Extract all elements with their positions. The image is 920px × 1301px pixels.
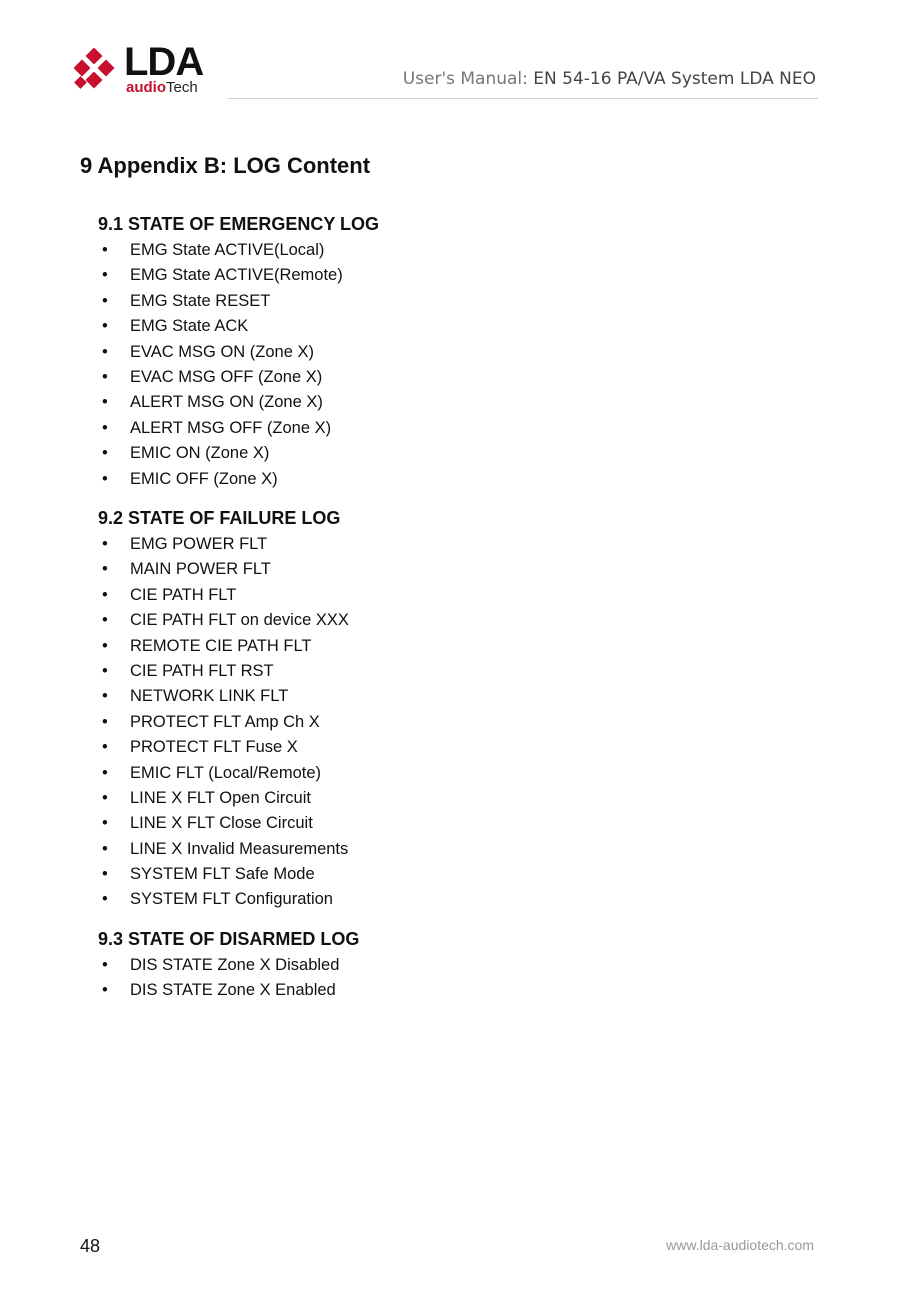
list-item-text: DIS STATE Zone X Enabled <box>130 981 336 1000</box>
website-url: www.lda-audiotech.com <box>666 1237 814 1253</box>
bullet-icon: • <box>102 636 108 655</box>
list-item <box>98 416 798 441</box>
section-heading: 9.3 STATE OF DISARMED LOG <box>98 929 360 949</box>
list-item-text: NETWORK LINK FLT <box>130 687 289 706</box>
list-item-text: EMG State ACTIVE(Remote) <box>130 266 343 285</box>
list-item <box>98 557 798 582</box>
list-item <box>98 862 798 887</box>
bullet-icon: • <box>102 393 108 412</box>
list-item-text: CIE PATH FLT on device XXX <box>130 611 349 630</box>
list-item-text: SYSTEM FLT Safe Mode <box>130 865 315 884</box>
list-item-text: PROTECT FLT Amp Ch X <box>130 712 320 731</box>
list-item <box>98 761 798 786</box>
bullet-icon: • <box>102 788 108 807</box>
list-item <box>98 314 798 339</box>
failure-log-list <box>98 532 798 913</box>
list-item <box>98 811 798 836</box>
bullet-icon: • <box>102 241 108 259</box>
list-item-text: SYSTEM FLT Configuration <box>130 890 333 909</box>
list-item-text: MAIN POWER FLT <box>130 560 271 579</box>
list-item <box>98 659 798 684</box>
list-item-text: LINE X FLT Open Circuit <box>130 788 311 807</box>
bullet-icon: • <box>102 839 108 858</box>
list-item <box>98 978 798 1003</box>
list-item-text: DIS STATE Zone X Disabled <box>130 956 340 974</box>
logo-subtitle: audioTech <box>126 79 198 96</box>
list-item <box>98 238 798 263</box>
page-number: 48 <box>80 1236 101 1256</box>
lda-diamond-logo-icon <box>74 48 122 96</box>
list-item <box>98 532 798 557</box>
list-item-text: EMG POWER FLT <box>130 535 268 553</box>
list-item-text: EVAC MSG ON (Zone X) <box>130 342 314 361</box>
list-item-text: CIE PATH FLT <box>130 585 237 604</box>
chapter-heading: 9 Appendix B: LOG Content <box>80 153 371 178</box>
bullet-icon: • <box>102 763 108 782</box>
list-item-text: EMG State ACTIVE(Local) <box>130 241 325 259</box>
list-item-text: EMIC OFF (Zone X) <box>130 469 278 488</box>
list-item <box>98 710 798 735</box>
bullet-icon: • <box>102 317 108 336</box>
list-item-text: ALERT MSG OFF (Zone X) <box>130 418 332 437</box>
list-item-text: LINE X Invalid Measurements <box>130 839 349 858</box>
emergency-log-list <box>98 238 798 492</box>
bullet-icon: • <box>102 981 108 1000</box>
section-emergency-log <box>98 212 798 492</box>
list-item <box>98 608 798 633</box>
list-item <box>98 684 798 709</box>
disarmed-log-list <box>98 953 798 1004</box>
list-item <box>98 390 798 415</box>
list-item <box>98 634 798 659</box>
list-item-text: ALERT MSG ON (Zone X) <box>130 393 323 412</box>
list-item <box>98 467 798 492</box>
list-item-text: CIE PATH FLT RST <box>130 661 274 680</box>
list-item-text: EMG State RESET <box>130 291 271 310</box>
list-item <box>98 837 798 862</box>
list-item <box>98 887 798 912</box>
list-item-text: REMOTE CIE PATH FLT <box>130 636 312 655</box>
list-item-text: EMIC FLT (Local/Remote) <box>130 763 322 782</box>
list-item-text: EVAC MSG OFF (Zone X) <box>130 367 323 386</box>
bullet-icon: • <box>102 266 108 285</box>
section-failure-log <box>98 506 798 913</box>
bullet-icon: • <box>102 661 108 680</box>
bullet-icon: • <box>102 291 108 310</box>
list-item <box>98 735 798 760</box>
header-divider <box>228 98 818 99</box>
bullet-icon: • <box>102 560 108 579</box>
list-item <box>98 263 798 288</box>
list-item <box>98 441 798 466</box>
bullet-icon: • <box>102 469 108 488</box>
bullet-icon: • <box>102 418 108 437</box>
bullet-icon: • <box>102 535 108 553</box>
logo-wordmark: LDA <box>124 40 204 84</box>
page-header <box>0 0 920 110</box>
list-item-text: LINE X FLT Close Circuit <box>130 814 313 833</box>
list-item <box>98 953 798 978</box>
list-item <box>98 583 798 608</box>
manual-title: User's Manual: EN 54-16 PA/VA System LDA NEO <box>402 69 816 89</box>
bullet-icon: • <box>102 865 108 884</box>
bullet-icon: • <box>102 367 108 386</box>
section-heading: 9.1 STATE OF EMERGENCY LOG <box>98 214 380 234</box>
bullet-icon: • <box>102 712 108 731</box>
lda-logo <box>74 40 224 98</box>
list-item <box>98 365 798 390</box>
list-item <box>98 289 798 314</box>
bullet-icon: • <box>102 687 108 706</box>
list-item <box>98 786 798 811</box>
bullet-icon: • <box>102 814 108 833</box>
bullet-icon: • <box>102 956 108 974</box>
list-item-text: EMG State ACK <box>130 317 249 336</box>
bullet-icon: • <box>102 611 108 630</box>
bullet-icon: • <box>102 738 108 757</box>
list-item <box>98 340 798 365</box>
bullet-icon: • <box>102 444 108 463</box>
list-item-text: PROTECT FLT Fuse X <box>130 738 298 757</box>
section-disarmed-log <box>98 927 798 1004</box>
bullet-icon: • <box>102 585 108 604</box>
section-heading: 9.2 STATE OF FAILURE LOG <box>98 508 341 528</box>
bullet-icon: • <box>102 342 108 361</box>
bullet-icon: • <box>102 890 108 909</box>
list-item-text: EMIC ON (Zone X) <box>130 444 270 463</box>
